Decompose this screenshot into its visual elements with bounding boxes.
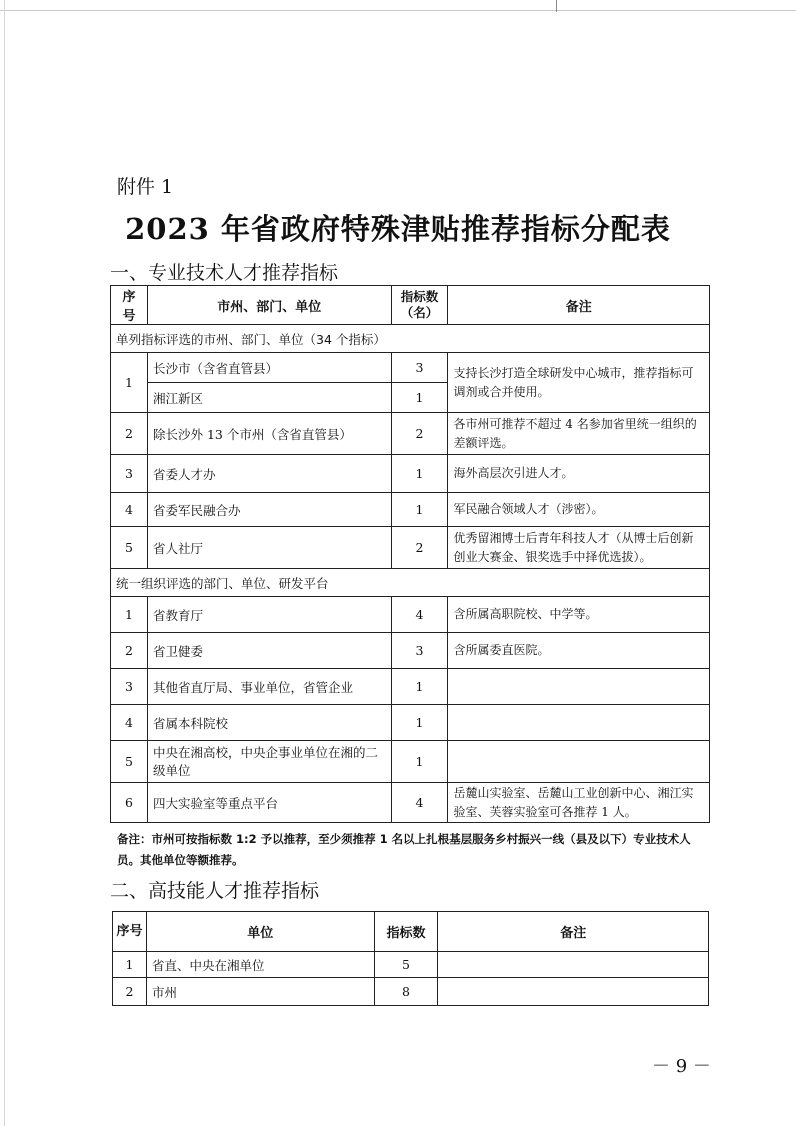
- table-row: [111, 353, 710, 383]
- table-row: [111, 633, 710, 669]
- row-quota: 2: [391, 413, 448, 455]
- row-seq: 4: [111, 705, 148, 741]
- row-note: 含所属高职院校、中学等。: [448, 597, 710, 633]
- row-seq: 1: [111, 353, 148, 413]
- section-heading-professional: 一、专业技术人才推荐指标: [110, 262, 339, 284]
- table-row: [111, 527, 710, 569]
- attachment-label: 附件 1: [117, 176, 174, 198]
- row-note: 含所属委直医院。: [448, 633, 710, 669]
- row-quota: 1: [391, 705, 448, 741]
- row-seq: 4: [111, 493, 148, 527]
- row-quota: 1: [391, 493, 448, 527]
- row-quota: 3: [391, 353, 448, 383]
- header-unit: 市州、部门、单位: [147, 286, 391, 325]
- row-unit: 省属本科院校: [147, 705, 391, 741]
- group-row: [111, 325, 710, 353]
- row-seq: 6: [111, 783, 148, 823]
- row-quota: 1: [391, 383, 448, 413]
- row-note: 各市州可推荐不超过 4 名参加省里统一组织的差额评选。: [448, 413, 710, 455]
- header-seq: 序号: [113, 912, 147, 952]
- page-title: 2023 年省政府特殊津贴推荐指标分配表: [125, 212, 671, 246]
- table-row: [111, 741, 710, 783]
- table-row: [111, 413, 710, 455]
- table-header-row: [111, 286, 710, 325]
- row-unit: 除长沙外 13 个市州（含省直管县）: [147, 413, 391, 455]
- row-seq: 3: [111, 455, 148, 493]
- row-note: [438, 952, 709, 978]
- row-quota: 5: [374, 952, 438, 978]
- row-unit: 中央在湘高校，中央企事业单位在湘的二级单位: [147, 741, 391, 783]
- row-quota: 4: [391, 597, 448, 633]
- row-unit: 省人社厅: [147, 527, 391, 569]
- table-row: [111, 669, 710, 705]
- table-row: [111, 783, 710, 823]
- row-seq: 5: [111, 741, 148, 783]
- section-heading-skilled: 二、高技能人才推荐指标: [110, 880, 320, 902]
- header-note: 备注: [448, 286, 710, 325]
- header-quota: 指标数: [374, 912, 438, 952]
- row-seq: 2: [111, 413, 148, 455]
- row-quota: 1: [391, 741, 448, 783]
- row-unit: 四大实验室等重点平台: [147, 783, 391, 823]
- row-note: [448, 705, 710, 741]
- row-seq: 2: [113, 978, 147, 1006]
- row-unit: 市州: [146, 978, 374, 1006]
- row-seq: 2: [111, 633, 148, 669]
- row-note: [448, 741, 710, 783]
- header-quota: 指标数（名）: [391, 286, 448, 325]
- row-seq: 1: [111, 597, 148, 633]
- row-note: 优秀留湘博士后青年科技人才（从博士后创新创业大赛金、银奖选手中择优选拔）。: [448, 527, 710, 569]
- row-quota: 2: [391, 527, 448, 569]
- table-row: [113, 952, 709, 978]
- row-unit: 长沙市（含省直管县）: [147, 353, 391, 383]
- header-seq: 序号: [111, 286, 148, 325]
- group-row: [111, 569, 710, 597]
- row-seq: 5: [111, 527, 148, 569]
- table-footnote: 备注：市州可按指标数 1:2 予以推荐，至少须推荐 1 名以上扎根基层服务乡村振兴一线（县及以下）专业技术人员。其他单位等额推荐。: [117, 832, 691, 867]
- row-note: 岳麓山实验室、岳麓山工业创新中心、湘江实验室、芙蓉实验室可各推荐 1 人。: [448, 783, 710, 823]
- group-label-unified: 统一组织评选的部门、单位、研发平台: [111, 569, 710, 597]
- table-row: [111, 705, 710, 741]
- group-label-separate: 单列指标评选的市州、部门、单位（34 个指标）: [111, 325, 710, 353]
- row-quota: 3: [391, 633, 448, 669]
- row-note: 支持长沙打造全球研发中心城市，推荐指标可调剂或合并使用。: [448, 353, 710, 413]
- professional-quota-table: [110, 285, 710, 823]
- table-row: [113, 978, 709, 1006]
- table-header-row: [113, 912, 709, 952]
- page-number: － 9 －: [652, 1056, 711, 1077]
- row-unit: 省教育厅: [147, 597, 391, 633]
- row-unit: 省直、中央在湘单位: [146, 952, 374, 978]
- row-unit: 省卫健委: [147, 633, 391, 669]
- row-quota: 4: [391, 783, 448, 823]
- row-quota: 1: [391, 455, 448, 493]
- page-edge-top: [0, 0, 796, 11]
- row-unit: 省委军民融合办: [147, 493, 391, 527]
- page-edge-left: [4, 0, 5, 1126]
- row-unit: 其他省直厅局、事业单位，省管企业: [147, 669, 391, 705]
- row-seq: 1: [113, 952, 147, 978]
- row-unit: 湘江新区: [147, 383, 391, 413]
- row-seq: 3: [111, 669, 148, 705]
- table-row: [111, 493, 710, 527]
- row-quota: 1: [391, 669, 448, 705]
- row-note: [448, 669, 710, 705]
- header-note: 备注: [438, 912, 709, 952]
- row-note: 军民融合领域人才（涉密）。: [448, 493, 710, 527]
- header-unit: 单位: [146, 912, 374, 952]
- scan-mark: [556, 0, 557, 12]
- skilled-quota-table: [112, 911, 709, 1006]
- row-unit: 省委人才办: [147, 455, 391, 493]
- row-note: 海外高层次引进人才。: [448, 455, 710, 493]
- row-note: [438, 978, 709, 1006]
- table-row: [111, 455, 710, 493]
- row-quota: 8: [374, 978, 438, 1006]
- table-row: [111, 597, 710, 633]
